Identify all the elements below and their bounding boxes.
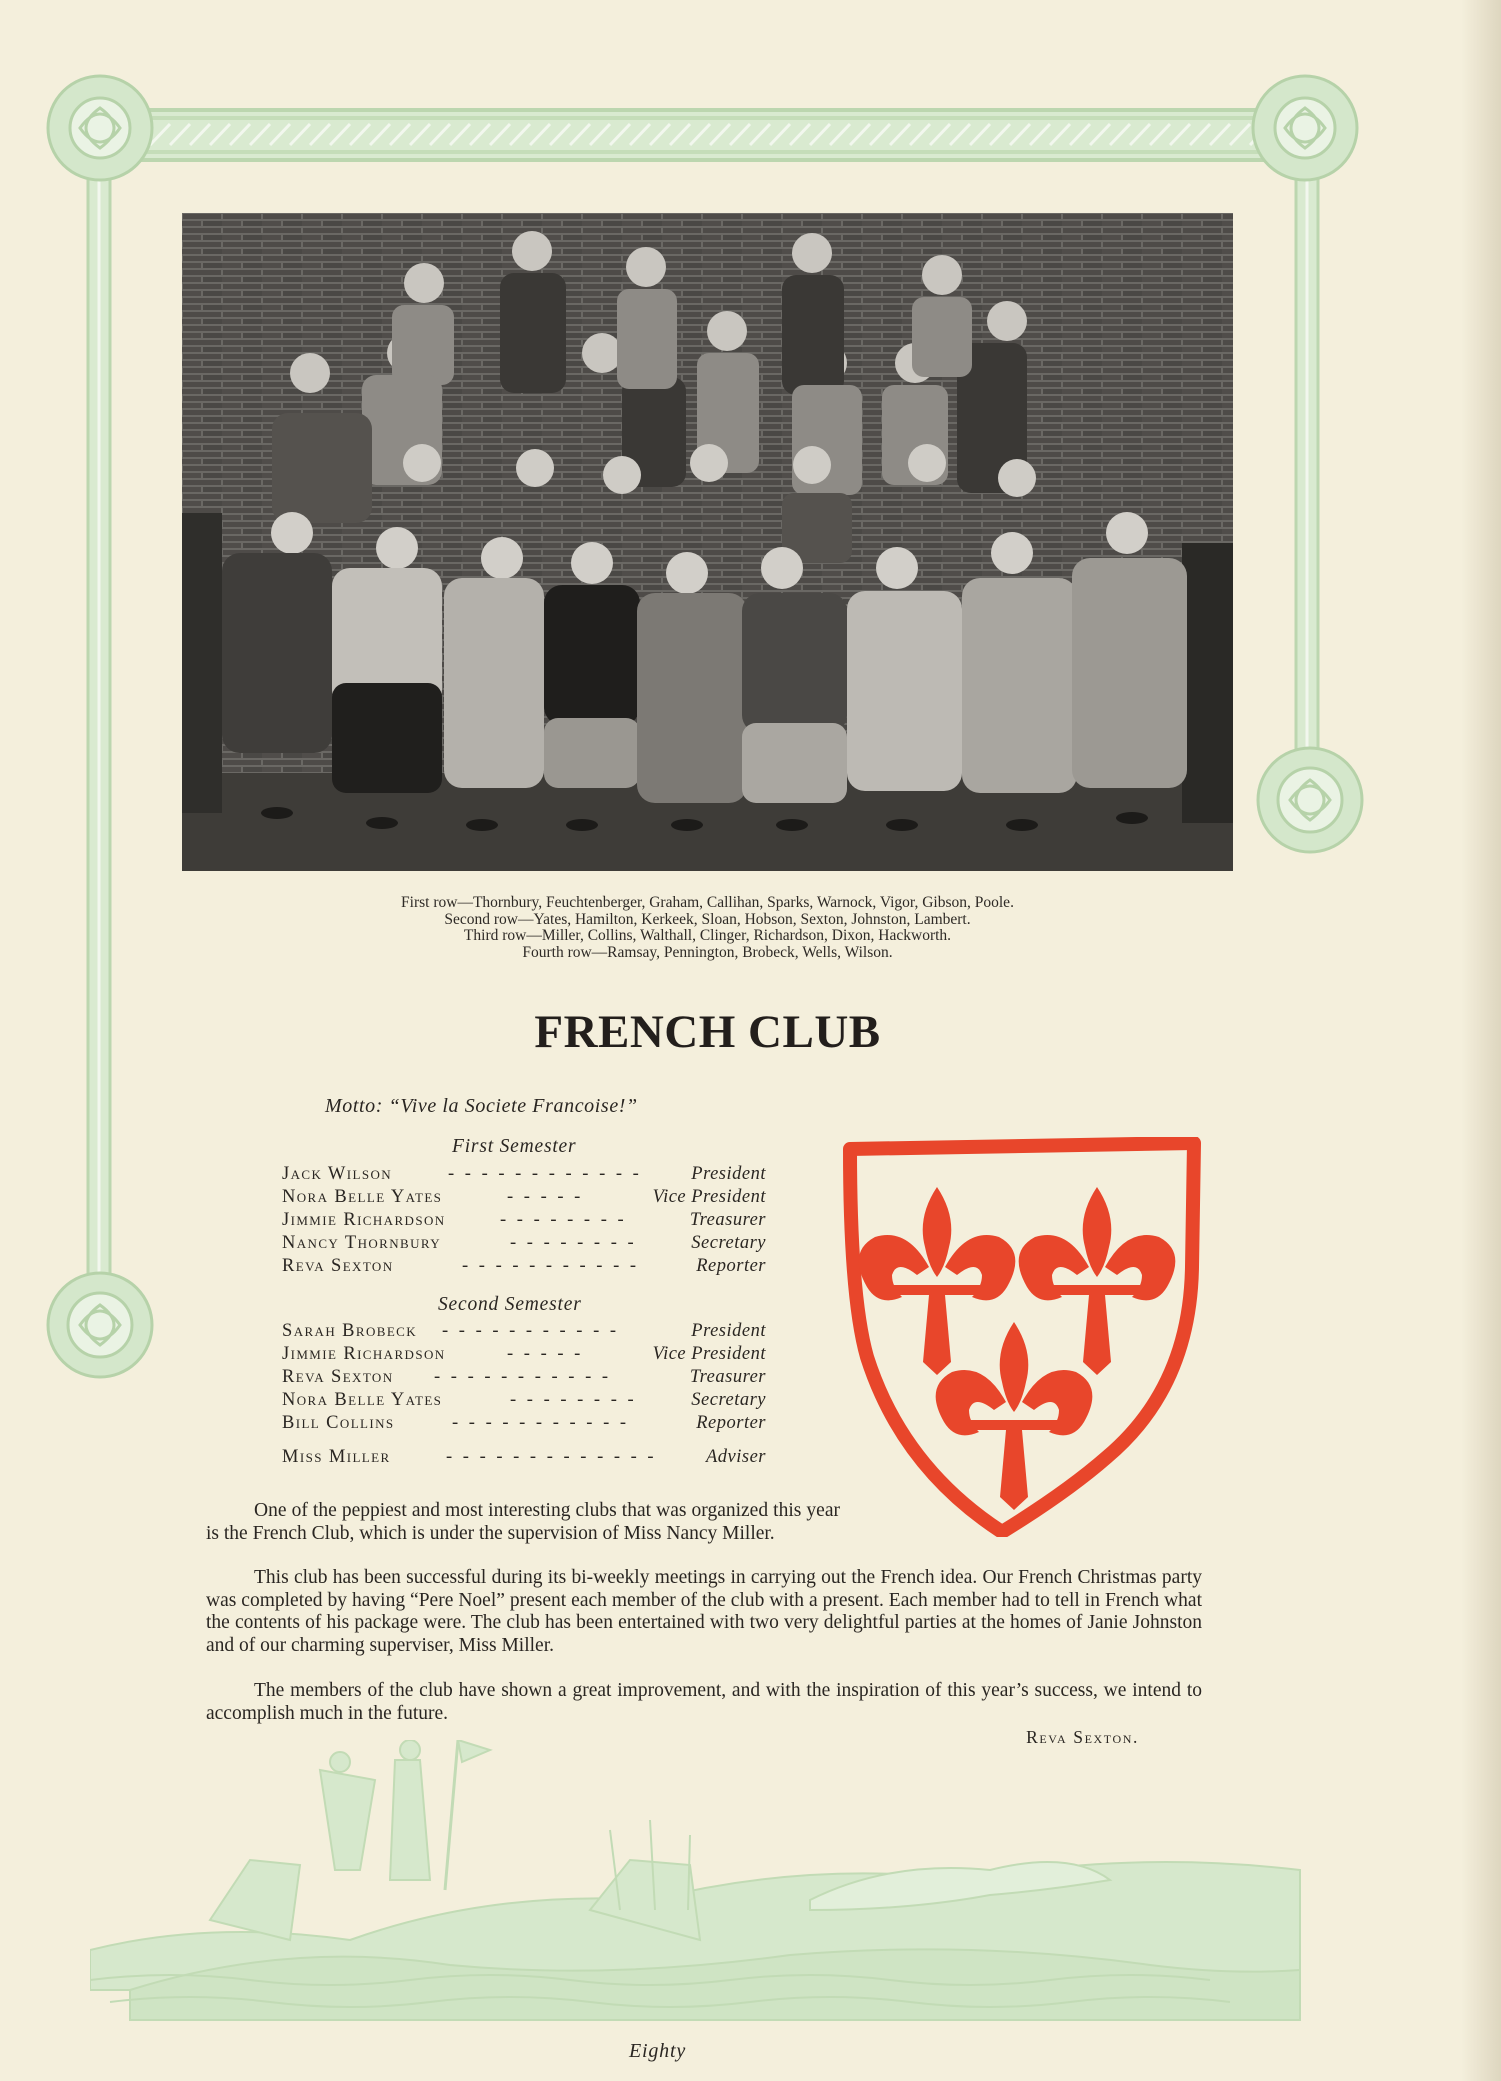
officer-name: Reva Sexton: [282, 1256, 394, 1276]
officer-role: Treasurer: [689, 1367, 766, 1387]
dot-leader: - - - - - - - -: [510, 1390, 637, 1410]
adviser-name: Miss Miller: [282, 1447, 391, 1467]
officer-role: Reporter: [696, 1413, 766, 1433]
first-semester-heading: First Semester: [452, 1136, 577, 1157]
officer-row: [282, 1390, 766, 1412]
officer-role: Vice President: [652, 1344, 766, 1364]
caption-row: Second row—Yates, Hamilton, Kerkeek, Sloan, Hobson, Sexton, Johnston, Lambert.: [444, 910, 971, 928]
officer-row: [282, 1256, 766, 1278]
officer-role: Secretary: [691, 1233, 766, 1253]
officer-name: Jimmie Richardson: [282, 1344, 446, 1364]
officer-name: Jimmie Richardson: [282, 1210, 446, 1230]
officer-name: Bill Collins: [282, 1413, 395, 1433]
body-paragraph: The members of the club have shown a great improvement, and with the inspiration of this year’s success, we intend to accomplish much in the future.: [206, 1680, 1202, 1724]
officer-name: Nora Belle Yates: [282, 1390, 443, 1410]
officer-row: [282, 1233, 766, 1255]
dot-leader: - - - - - - - - - - -: [452, 1413, 630, 1433]
decorative-ship-scene: [90, 1740, 1330, 2040]
dot-leader: - - - - -: [507, 1187, 584, 1207]
officer-name: Nancy Thornbury: [282, 1233, 442, 1253]
dot-leader: - - - - - - - - - - - - -: [446, 1447, 657, 1467]
author-signature: Reva Sexton.: [1026, 1727, 1139, 1747]
dot-leader: - - - - -: [507, 1344, 584, 1364]
officer-role: Treasurer: [689, 1210, 766, 1230]
officer-row: [282, 1321, 766, 1343]
page-title: FRENCH CLUB: [534, 1006, 881, 1058]
dot-leader: - - - - - - - - - - -: [434, 1367, 612, 1387]
dot-leader: - - - - - - - -: [510, 1233, 637, 1253]
officer-name: Sarah Brobeck: [282, 1321, 418, 1341]
second-semester-heading: Second Semester: [438, 1294, 582, 1315]
officer-role: Reporter: [696, 1256, 766, 1276]
photo-caption: [160, 895, 1255, 961]
caption-row: First row—Thornbury, Feuchtenberger, Graham, Callihan, Sparks, Warnock, Vigor, Gibson, Poole.: [401, 894, 1014, 911]
officer-role: President: [691, 1164, 766, 1184]
adviser-role: Adviser: [705, 1447, 766, 1467]
officer-name: Jack Wilson: [282, 1164, 393, 1184]
officer-row: [282, 1413, 766, 1435]
club-motto: Motto: “Vive la Societe Francoise!”: [325, 1095, 638, 1117]
fleur-de-lis-shield-emblem: [842, 1137, 1202, 1537]
officer-row: [282, 1344, 766, 1366]
dot-leader: - - - - - - - -: [500, 1210, 627, 1230]
dot-leader: - - - - - - - - - - -: [462, 1256, 640, 1276]
dot-leader: - - - - - - - - - - - -: [448, 1164, 642, 1184]
officer-row: [282, 1164, 766, 1186]
officer-row: [282, 1367, 766, 1389]
officer-role: President: [691, 1321, 766, 1341]
caption-row: Third row—Miller, Collins, Walthall, Clinger, Richardson, Dixon, Hackworth.: [463, 927, 952, 944]
officer-name: Reva Sexton: [282, 1367, 394, 1387]
officer-row: [282, 1187, 766, 1209]
dot-leader: - - - - - - - - - - -: [442, 1321, 620, 1341]
page-number: Eighty: [628, 2040, 686, 2062]
officer-role: Secretary: [691, 1390, 766, 1410]
officer-row: [282, 1210, 766, 1232]
body-paragraph: This club has been successful during its bi-weekly meetings in carrying out the French idea. Our French Christmas party was completed by having “Pere Noel” present each member of the club with a present. Each member had to tell in French what the contents of his package were. The club has been entertained with two very delightful parties at the homes of Janie Johnston and of our charming superviser, Miss Miller.: [206, 1567, 1202, 1656]
officer-name: Nora Belle Yates: [282, 1187, 443, 1207]
officer-role: Vice President: [652, 1187, 766, 1207]
caption-row: Fourth row—Ramsay, Pennington, Brobeck, Wells, Wilson.: [522, 943, 893, 961]
adviser-row: [282, 1447, 766, 1469]
group-photo: [182, 213, 1233, 871]
body-paragraph: One of the peppiest and most interesting clubs that was organized this year is the French Club, which is under the supervision of Miss Nancy Miller.: [206, 1500, 840, 1544]
